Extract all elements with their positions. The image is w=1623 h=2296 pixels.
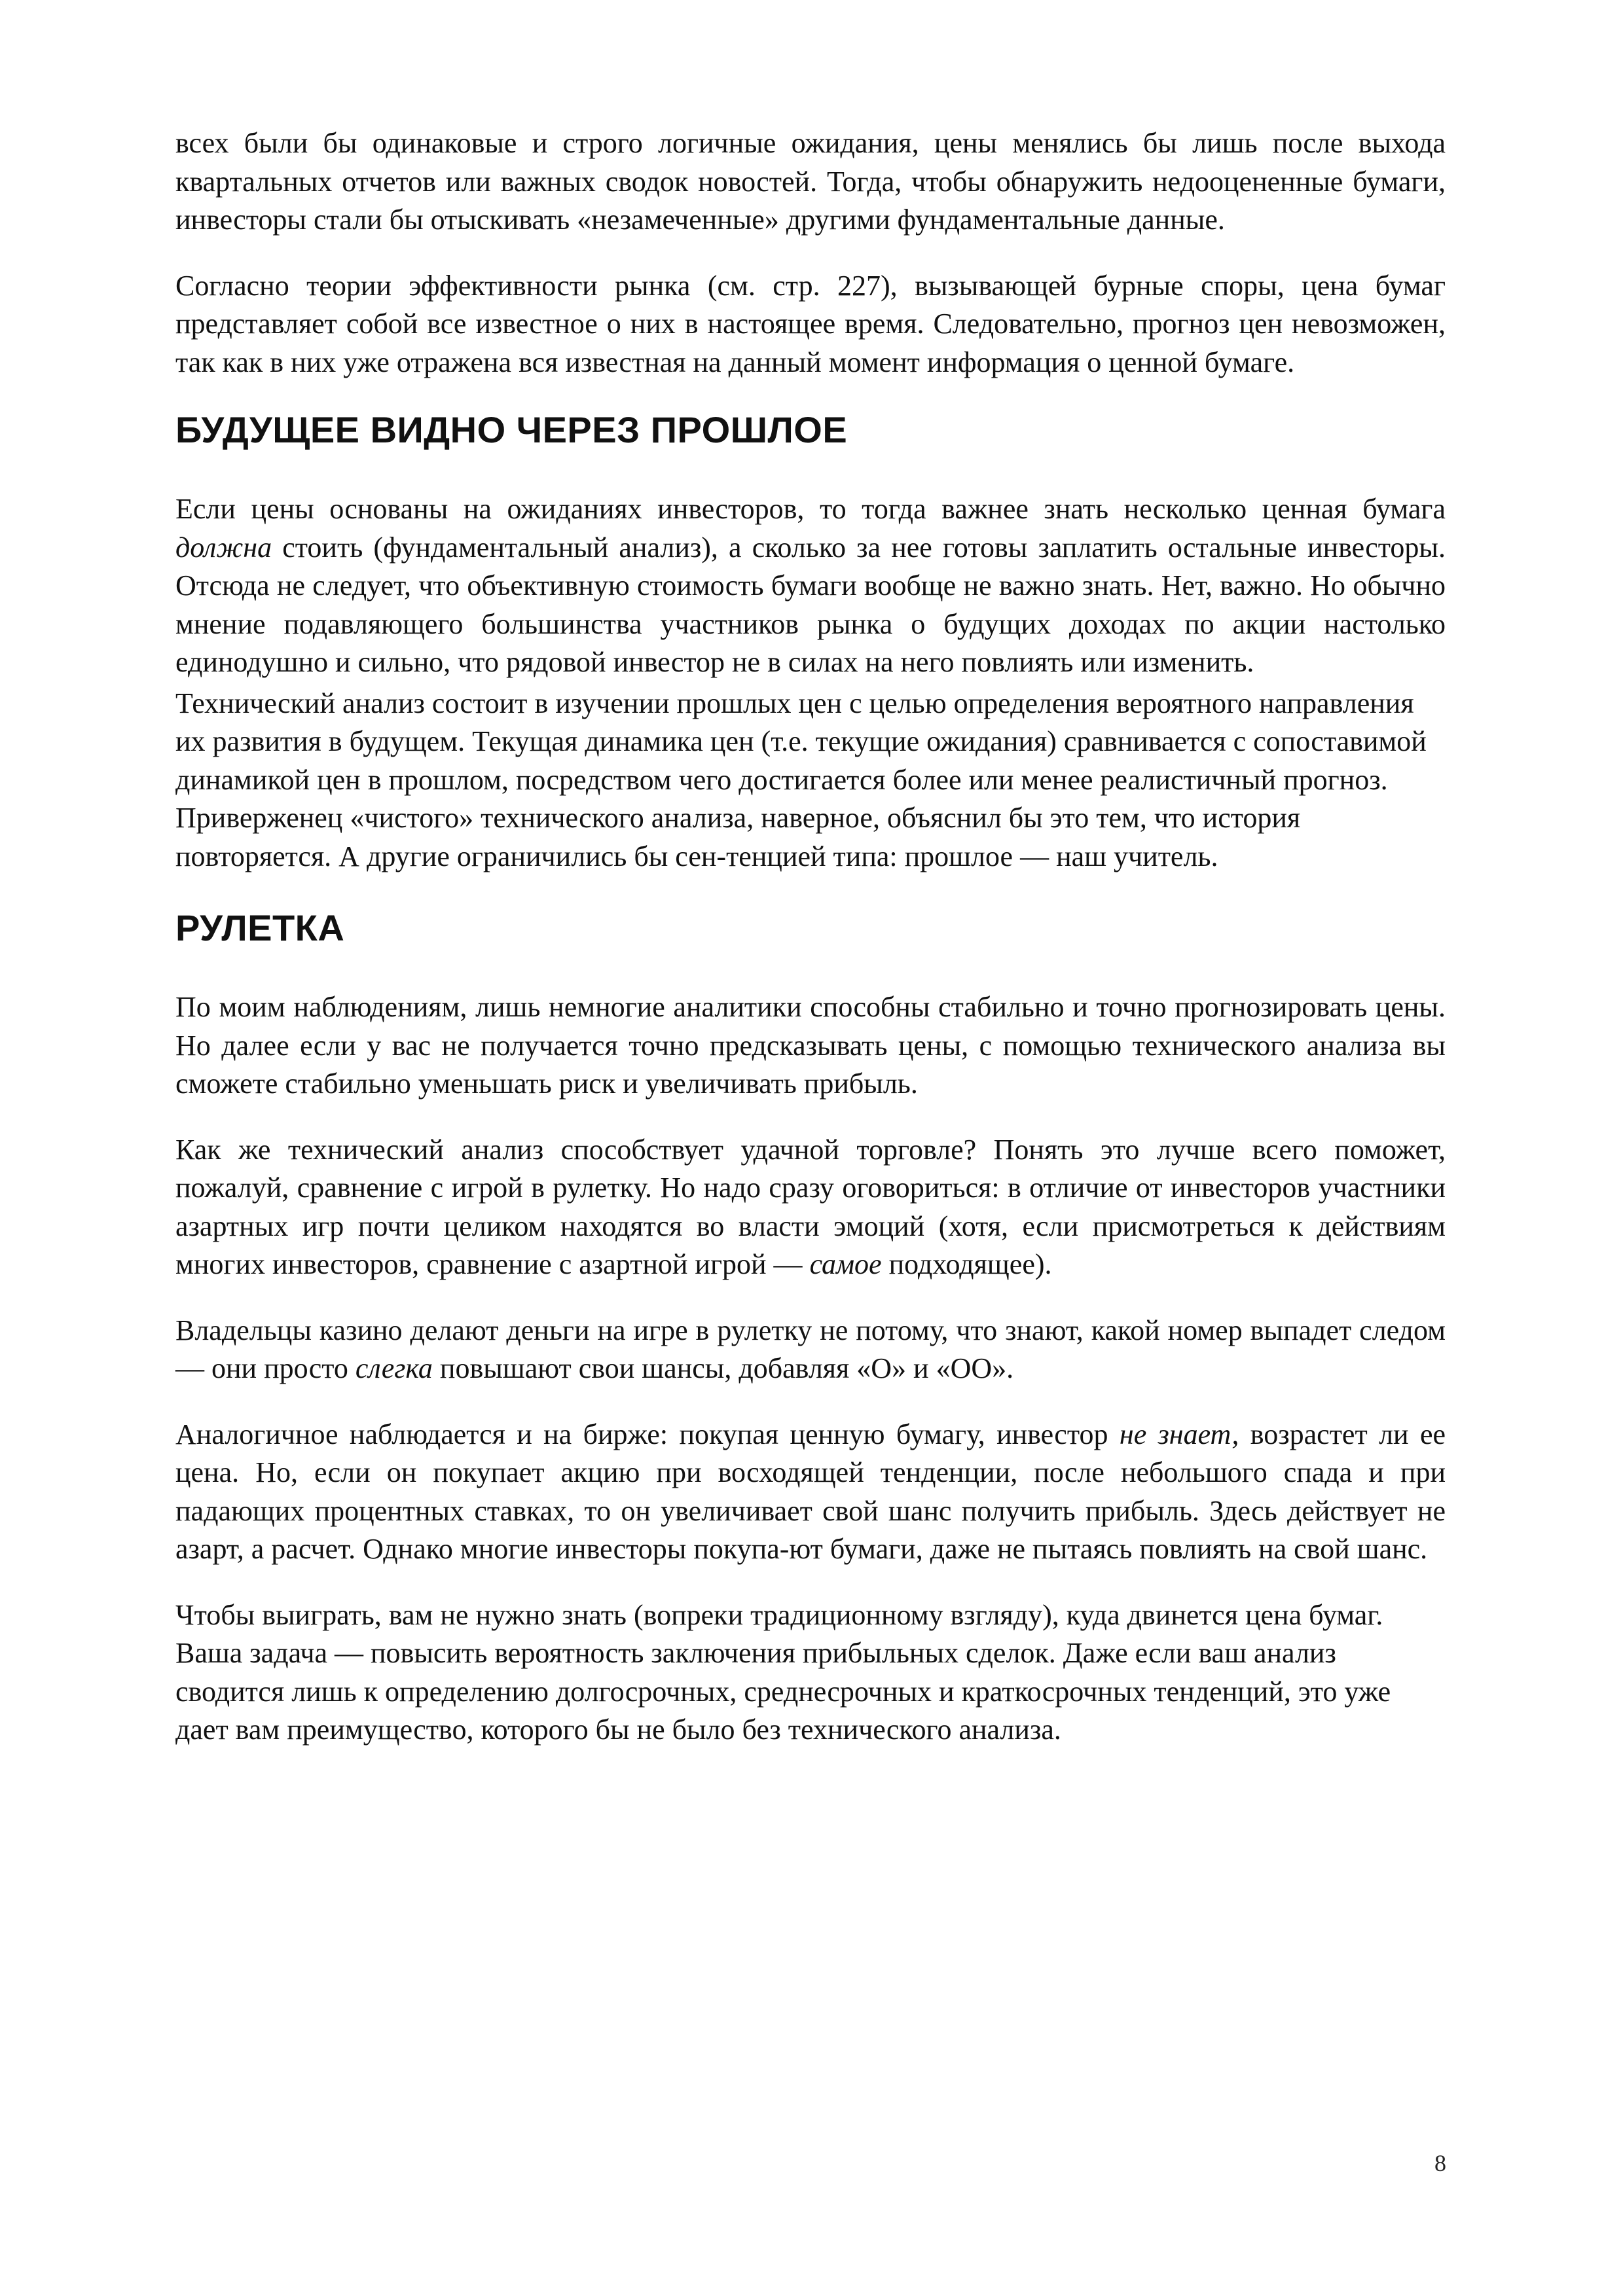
paragraph-roulette-comparison <box>175 1131 1446 1284</box>
section-heading-roulette: РУЛЕТКА <box>175 907 345 948</box>
page-content <box>175 124 1446 1749</box>
italic-text: самое <box>809 1248 882 1280</box>
text-span: подходящее). <box>881 1248 1052 1280</box>
italic-text: должна <box>175 531 272 564</box>
paragraph-stock-exchange <box>175 1416 1446 1569</box>
text-span: стоить (фундаментальный анализ), а сколько за нее готовы заплатить остальные инвесторы. Отсюда не следует, что объективную стоимость бумаги вообще не важно знать. Нет, важно. Но обычно мнение подавляющего большинства участников рынка о будущих доходах по акции настолько единодушно и сильно, что рядовой инвестор не в силах на него повлиять или изменить. <box>175 531 1446 678</box>
italic-text: слегка <box>355 1352 433 1384</box>
text-span: возрастет ли ее цена. Но, если он покупает акцию при восходящей тенденции, после небольшого спада и при падающих процентных ставках, то он увеличивает свой шанс получить прибыль. Здесь действует не азарт, а расчет. Однако многие инвесторы покупа-ют бумаги, даже не пытаясь повлиять на свой шанс. <box>175 1418 1446 1565</box>
paragraph-winning: Чтобы выиграть, вам не нужно знать (вопреки традиционному взгляду), куда двинется цена бумаг. Ваша задача — повысить вероятность заключения прибыльных сделок. Даже если ваш анализ сводится лишь к определению долгосрочных, среднесрочных и краткосрочных тенденций, это уже дает вам преимущество, которого бы не было без технического анализа. <box>175 1598 1391 1746</box>
paragraph-efficiency-theory: Согласно теории эффективности рынка (см. стр. 227), вызывающей бурные споры, цена бумаг представляет собой все известное о них в настоящее время. Следовательно, прогноз цен невозможен, так как в них уже отражена вся известная на данный момент информация о ценной бумаге. <box>175 269 1446 378</box>
paragraph-casino <box>175 1312 1446 1388</box>
text-span: Как же технический анализ способствует удачной торговле? Понять это лучше всего поможет, пожалуй, сравнение с игрой в рулетку. Но надо сразу оговориться: в отличие от инвесторов участники азартных игр почти целиком находятся во власти эмоций (хотя, если присмотреться к действиям многих инвесторов, сравнение с азартной игрой — <box>175 1133 1446 1280</box>
paragraph-expectations <box>175 490 1446 682</box>
text-span: Владельцы казино делают деньги на игре в рулетку не потому, что знают, какой номер выпадет следом — они просто <box>175 1314 1446 1384</box>
text-span: Аналогичное наблюдается и на бирже: покупая ценную бумагу, инвестор <box>175 1418 1120 1450</box>
italic-text: не знает, <box>1119 1418 1239 1450</box>
paragraph-observations: По моим наблюдениям, лишь немногие аналитики способны стабильно и точно прогнозировать цены. Но далее если у вас не получается точно предсказывать цены, с помощью технического анализа вы сможете стабильно уменьшать риск и увеличивать прибыль. <box>175 991 1446 1100</box>
text-span: Если цены основаны на ожиданиях инвесторов, то тогда важнее знать несколько ценная бумага <box>175 493 1446 525</box>
paragraph-intro: всех были бы одинаковые и строго логичные ожидания, цены менялись бы лишь после выхода квартальных отчетов или важных сводок новостей. Тогда, чтобы обнаружить недооцененные бумаги, инвесторы стали бы отыскивать «незамеченные» другими фундаментальные данные. <box>175 127 1446 236</box>
section-heading-future: БУДУЩЕЕ ВИДНО ЧЕРЕЗ ПРОШЛОЕ <box>175 409 848 450</box>
paragraph-technical-analysis: Технический анализ состоит в изучении прошлых цен с целью определения вероятного направления их развития в будущем. Текущая динамика цен (т.е. текущие ожидания) сравнивается с сопоставимой динамикой цен в прошлом, посредством чего достигается более или менее реалистичный прогноз. Приверженец «чистого» технического анализа, наверное, объяснил бы это тем, что история повторяется. А другие ограничились бы сен-тенцией типа: прошлое — наш учитель. <box>175 687 1427 872</box>
text-span: повышают свои шансы, добавляя «О» и «ОО». <box>432 1352 1014 1384</box>
page-number: 8 <box>1434 2150 1446 2176</box>
